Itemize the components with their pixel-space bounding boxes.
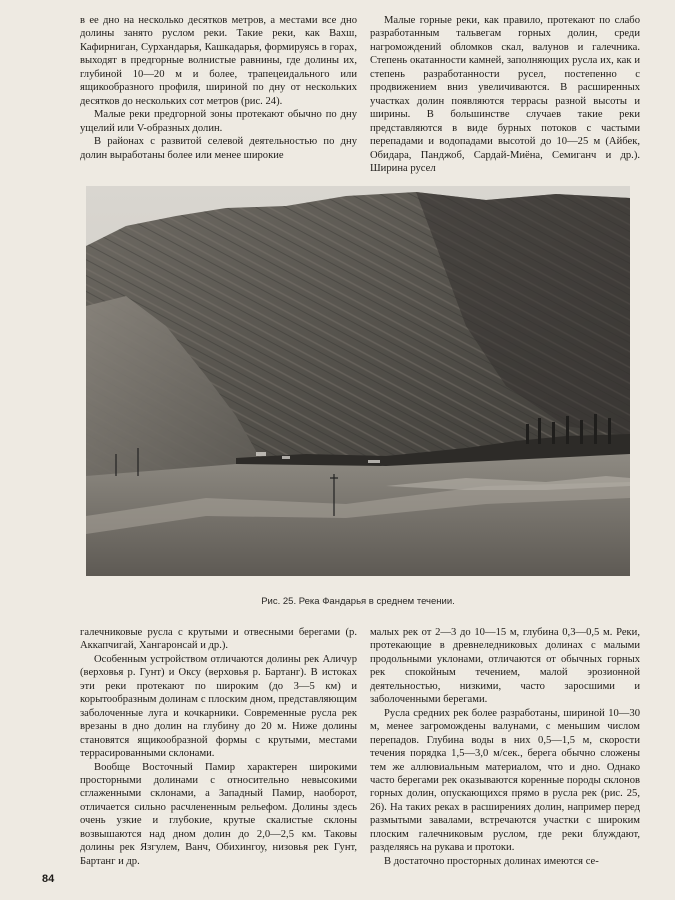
paragraph: Особенным устройством отличаются долины рек Аличур (верховья р. Гунт) и Оксу (верховья р. Бартанг). В истоках эти реки протекают по широким (до 3—5 км) и корытообразным долинам с плоским дном, представляющим заболоченные луга и кочкарники. Современные русла рек врезаны в дно долин на глубину до 20 м. Ниже долины становятся ящикообразной формы с крутыми, местами террасированными склонами. (80, 653, 357, 760)
text-column-bottom-right (370, 626, 640, 868)
text-column-bottom-left (80, 626, 357, 868)
paragraph: В достаточно просторных долинах имеются се- (384, 855, 599, 867)
page-number: 84 (42, 873, 55, 885)
paragraph: в ее дно на несколько десятков метров, а местами все дно долины занято руслом реки. Такие реки, как Вахш, Кафирниган, Сурхандарья, Кашкадарья, формируясь в горах, выходят в предгорные волнистые равнины, где долины их, глубиной 10—20 м и более, трапецеидального или ящикообразного профиля, шириной по дну от нескольких десятков до нескольких сот метров (рис. 24). (80, 15, 357, 107)
paragraph: Малые реки предгорной зоны протекают обычно по дну ущелий или V-образных долин. (80, 109, 357, 134)
paragraph: галечниковые русла с крутыми и отвесными берегами (р. Аккапчигай, Хангаронсай и др.). (80, 627, 357, 652)
photo-illustration (86, 186, 630, 576)
paragraph: Вообще Восточный Памир характерен широкими просторными долинами с относительно невысокими сглаженными склонами, а Западный Памир, наоборот, отличается сильно расчлененным рельефом. Долины здесь очень узкие и глубокие, крутые скалистые склоны возвышаются над дном долин до 2,0—2,5 км. Таковы долины рек Язгулем, Ванч, Обихингоу, низовья рек Гунт, Бартанг и др. (80, 761, 357, 867)
figure-caption: Рис. 25. Река Фандарья в среднем течении. (261, 596, 455, 607)
paragraph: Малые горные реки, как правило, протекают по слабо разработанным тальвегам горных долин, среди нагромождений обломков скал, валунов и галечника. Степень окатанности камней, заполняющих русла их, как и степень разработанности русел, постепенно с продвижением вниз увеличиваются. В расширенных участках долин появляются террасы разной высоты и ширины. В большинстве случаев такие реки представляются в виде бурных потоков с частыми перепадами и водопадами высотой до 10—25 м (Айбек, Обидара, Панджоб, Сардай-Миёна, Семиганч и др.). Ширина русел (370, 15, 640, 174)
paragraph: малых рек от 2—3 до 10—15 м, глубина 0,3—0,5 м. Реки, протекающие в древнеледниковых долинах с малыми продольными уклонами, отличаются от обычных горных рек спокойным течением, малой эрозионной деятельностью, низкими, часто заросшими и заболоченными берегами. (370, 627, 640, 706)
river-photograph (86, 186, 630, 576)
text-column-top-right (370, 14, 640, 175)
paragraph: Русла средних рек более разработаны, шириной 10—30 м, менее загромождены валунами, с меньшим числом перепадов. Глубина воды в них 0,5—1,5 м, скорости течения порядка 1,5—3,0 м/сек., берега обычно сложены тем же аллювиальным материалом, что и дно. Однако часто берегами рек оказываются коренные породы склонов горных долин, опускающихся прямо в русла рек (рис. 25, 26). На таких реках в расширениях долин, например перед размытыми завалами, встречаются участки с широким плоским галечниковым руслом, где реки блуждают, разделяясь на рукава и протоки. (370, 707, 640, 854)
paragraph: В районах с развитой селевой деятельностью по дну долин выработаны более или менее широкие (80, 136, 357, 161)
text-column-top-left (80, 14, 357, 162)
